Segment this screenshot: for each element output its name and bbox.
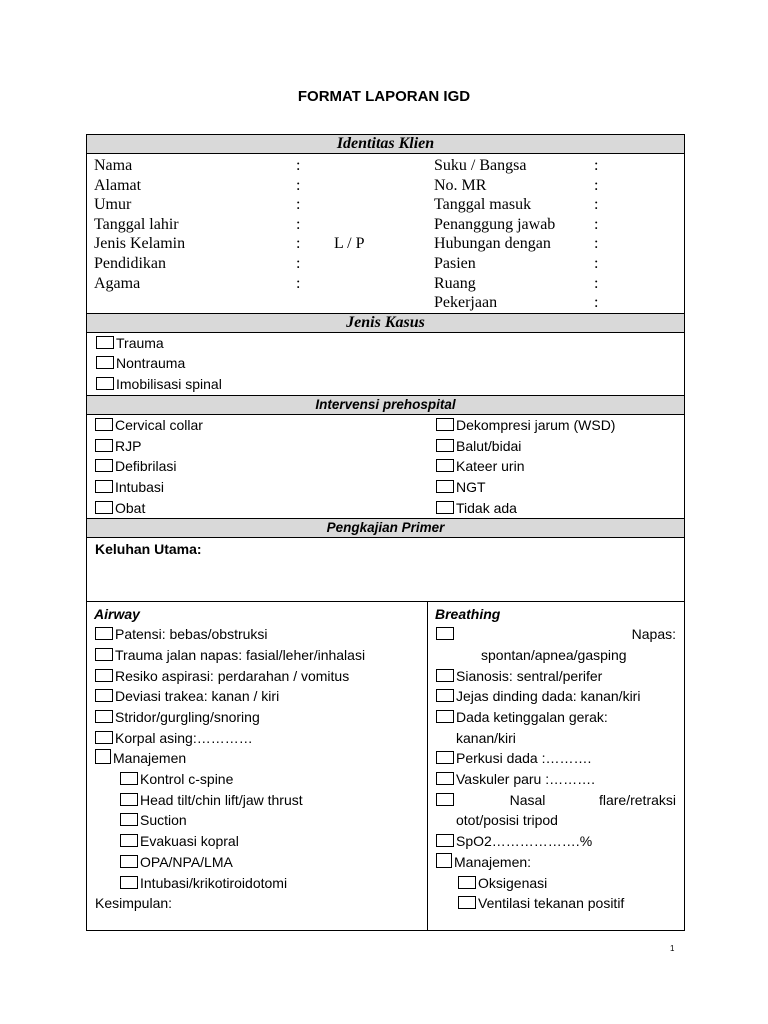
- checkbox[interactable]: [95, 749, 111, 764]
- igd-report-form: [86, 134, 685, 931]
- checkbox[interactable]: [95, 418, 113, 431]
- colon: :: [296, 235, 301, 253]
- colon: :: [594, 294, 599, 312]
- field-label: Pendidikan: [94, 254, 166, 272]
- field-value[interactable]: [334, 195, 434, 215]
- checkbox[interactable]: [120, 793, 138, 806]
- checkbox[interactable]: [436, 793, 454, 806]
- checkbox[interactable]: [120, 813, 138, 826]
- list-item[interactable]: OPA/NPA/LMA: [87, 852, 427, 873]
- airway-section: [87, 602, 428, 931]
- list-item[interactable]: Head tilt/chin lift/jaw thrust: [87, 790, 427, 811]
- list-item[interactable]: Cervical collar: [87, 415, 428, 436]
- list-item[interactable]: Manajemen:: [428, 852, 684, 873]
- list-item[interactable]: Defibrilasi: [87, 456, 428, 477]
- list-item[interactable]: Manajemen: [87, 748, 427, 769]
- field-value[interactable]: [334, 215, 434, 235]
- checkbox[interactable]: [95, 439, 113, 452]
- checkbox[interactable]: [436, 669, 454, 682]
- list-item[interactable]: Nontrauma: [87, 353, 684, 374]
- field-value[interactable]: [334, 274, 434, 294]
- checkbox[interactable]: [436, 834, 454, 847]
- list-item[interactable]: Dekompresi jarum (WSD): [428, 415, 683, 436]
- checkbox[interactable]: [96, 356, 114, 369]
- list-item[interactable]: Trauma jalan napas: fasial/leher/inhalasi: [87, 645, 427, 666]
- field-value[interactable]: [334, 156, 434, 176]
- field-label-right: Penanggung jawab: [434, 215, 556, 233]
- colon: :: [594, 254, 599, 272]
- field-label-right: Pasien: [434, 254, 476, 272]
- field-label-right: Suku / Bangsa: [434, 157, 527, 174]
- checkbox[interactable]: [95, 501, 113, 514]
- identitas-grid: [87, 154, 684, 313]
- checkbox[interactable]: [95, 689, 113, 702]
- list-item[interactable]: SpO2……………….%: [428, 831, 684, 852]
- field-label-right: No. MR: [434, 176, 487, 194]
- field-label: Alamat: [94, 176, 142, 194]
- checkbox[interactable]: [436, 710, 454, 723]
- field-label-right: Tanggal masuk: [434, 196, 532, 214]
- list-item[interactable]: Resiko aspirasi: perdarahan / vomitus: [87, 666, 427, 687]
- colon: [296, 293, 334, 313]
- colon: :: [296, 196, 301, 214]
- list-item[interactable]: Vaskuler paru :……….: [428, 769, 684, 790]
- colon: :: [296, 254, 301, 272]
- field-label-right: Ruang: [434, 274, 476, 292]
- list-item[interactable]: Kateer urin: [428, 456, 683, 477]
- list-item[interactable]: Korpal asing:…………: [87, 728, 427, 749]
- list-item[interactable]: Deviasi trakea: kanan / kiri: [87, 686, 427, 707]
- intervensi-header: Intervensi prehospital: [87, 395, 685, 414]
- checkbox[interactable]: [120, 834, 138, 847]
- checkbox[interactable]: [120, 855, 138, 868]
- field-label: Jenis Kelamin: [94, 235, 186, 253]
- field-label-right: Pekerjaan: [434, 294, 498, 312]
- list-item[interactable]: Imobilisasi spinal: [87, 374, 684, 395]
- checkbox[interactable]: [96, 336, 114, 349]
- checkbox[interactable]: [436, 480, 454, 493]
- list-item[interactable]: Sianosis: sentral/perifer: [428, 666, 684, 687]
- document-title: FORMAT LAPORAN IGD: [297, 88, 471, 105]
- napas-value: spontan/apnea/gasping: [481, 646, 627, 663]
- list-item[interactable]: Obat: [87, 498, 428, 519]
- page-number: 1: [670, 944, 675, 953]
- checkbox[interactable]: [95, 459, 113, 472]
- checkbox[interactable]: [458, 896, 476, 909]
- checkbox[interactable]: [95, 669, 113, 682]
- airway-title: Airway: [94, 606, 140, 623]
- list-item[interactable]: Nasal flare/retraksi: [428, 790, 684, 811]
- colon: :: [594, 176, 599, 194]
- keluhan-utama-field[interactable]: [87, 538, 685, 602]
- field-label: Tanggal lahir: [94, 215, 179, 233]
- list-item[interactable]: Patensi: bebas/obstruksi: [87, 624, 427, 645]
- list-item[interactable]: Stridor/gurgling/snoring: [87, 707, 427, 728]
- list-item[interactable]: Jejas dinding dada: kanan/kiri: [428, 686, 684, 707]
- field-value[interactable]: [334, 176, 434, 196]
- list-item[interactable]: Evakuasi kopral: [87, 831, 427, 852]
- list-item[interactable]: Dada ketinggalan gerak:: [428, 707, 684, 728]
- kesimpulan-label: Kesimpulan:: [95, 895, 173, 912]
- field-label: [94, 293, 296, 313]
- pengkajian-header: Pengkajian Primer: [87, 519, 685, 538]
- checkbox[interactable]: [436, 772, 454, 785]
- checkbox[interactable]: [95, 648, 113, 661]
- field-value[interactable]: [334, 254, 434, 274]
- list-item[interactable]: RJP: [87, 436, 428, 457]
- colon: :: [296, 157, 301, 174]
- list-item[interactable]: Napas:: [428, 624, 684, 645]
- checkbox[interactable]: [436, 459, 454, 472]
- colon: :: [594, 196, 599, 214]
- keluhan-utama-label: Keluhan Utama:: [95, 541, 202, 558]
- checkbox[interactable]: [96, 377, 114, 390]
- checkbox[interactable]: [436, 501, 454, 514]
- list-item[interactable]: Perkusi dada :……….: [428, 748, 684, 769]
- jenis-kasus-list: [87, 332, 685, 395]
- breathing-title: Breathing: [435, 606, 501, 623]
- colon: :: [296, 274, 301, 292]
- colon: :: [594, 274, 599, 292]
- list-item[interactable]: Suction: [87, 810, 427, 831]
- checkbox[interactable]: [120, 876, 138, 889]
- field-value[interactable]: [334, 293, 434, 313]
- field-value[interactable]: L / P: [334, 235, 365, 253]
- list-item[interactable]: Intubasi: [87, 477, 428, 498]
- checkbox[interactable]: [436, 418, 454, 431]
- intervensi-list: [87, 414, 685, 518]
- checkbox[interactable]: [458, 876, 476, 889]
- checkbox[interactable]: [95, 710, 113, 723]
- list-item[interactable]: Ventilasi tekanan positif: [428, 893, 684, 914]
- list-item[interactable]: Trauma: [87, 333, 684, 354]
- dada-cont: kanan/kiri: [456, 729, 516, 746]
- field-label: Umur: [94, 196, 132, 214]
- colon: :: [296, 215, 301, 233]
- checkbox[interactable]: [436, 627, 454, 640]
- jenis-kasus-header: Jenis Kasus: [87, 313, 685, 332]
- colon: :: [594, 215, 599, 233]
- checkbox[interactable]: [95, 731, 113, 744]
- colon: :: [594, 157, 599, 174]
- list-item[interactable]: Tidak ada: [428, 498, 683, 519]
- checkbox[interactable]: [436, 689, 454, 702]
- identitas-header: Identitas Klien: [87, 135, 685, 154]
- checkbox[interactable]: [436, 853, 452, 868]
- field-label: Agama: [94, 274, 141, 292]
- breathing-section: [428, 602, 685, 931]
- checkbox[interactable]: [436, 751, 454, 764]
- list-item[interactable]: NGT: [428, 477, 683, 498]
- colon: :: [296, 176, 301, 194]
- list-item[interactable]: Balut/bidai: [428, 436, 683, 457]
- checkbox[interactable]: [436, 439, 454, 452]
- checkbox[interactable]: [95, 480, 113, 493]
- list-item[interactable]: Oksigenasi: [428, 873, 684, 894]
- field-label-right: Hubungan dengan: [434, 235, 551, 253]
- nasal-cont: otot/posisi tripod: [456, 812, 558, 829]
- checkbox[interactable]: [120, 772, 138, 785]
- list-item[interactable]: Intubasi/krikotiroidotomi: [87, 873, 427, 894]
- checkbox[interactable]: [95, 627, 113, 640]
- list-item[interactable]: Kontrol c-spine: [87, 769, 427, 790]
- field-label: Nama: [94, 157, 133, 174]
- colon: :: [594, 235, 599, 253]
